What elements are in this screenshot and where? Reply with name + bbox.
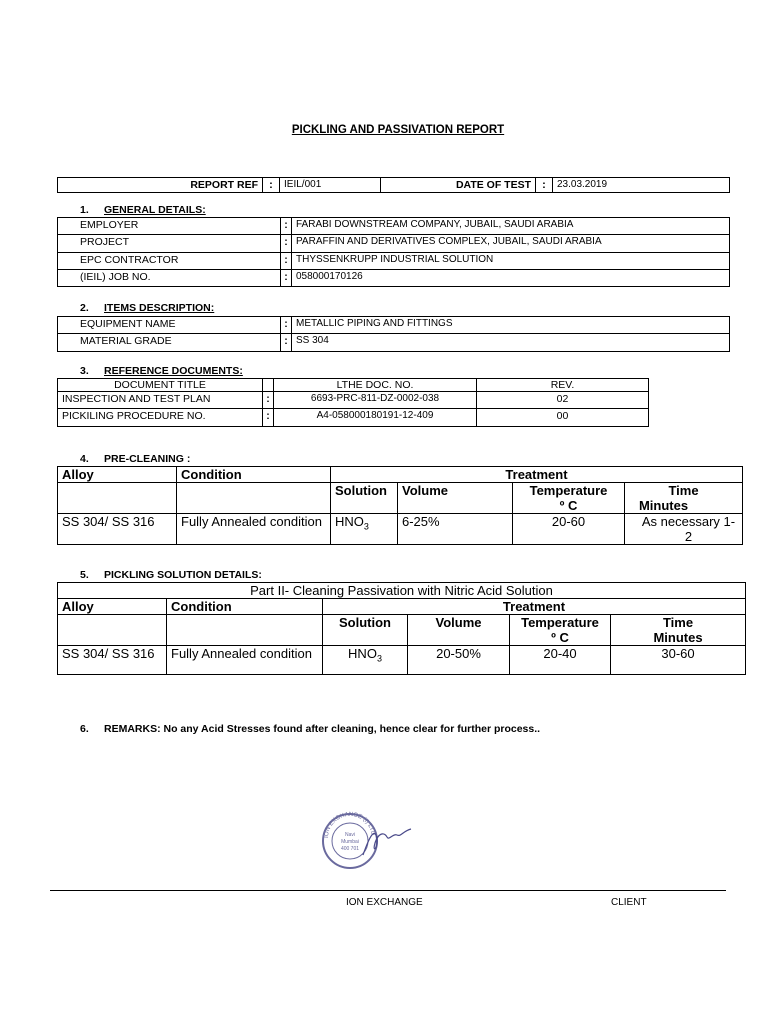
svg-text:Mumbai: Mumbai bbox=[341, 839, 359, 845]
col-header-temperature: Temperature º C bbox=[513, 483, 625, 514]
volume-cell: 6-25% bbox=[398, 514, 513, 545]
condition-cell: Fully Annealed condition bbox=[167, 646, 323, 675]
col-header-treatment: Treatment bbox=[331, 467, 743, 483]
alloy-cell: SS 304/ SS 316 bbox=[58, 646, 167, 675]
col-header-condition: Condition bbox=[177, 467, 331, 483]
col-header-document-title: DOCUMENT TITLE bbox=[58, 379, 263, 392]
empty-cell bbox=[167, 615, 323, 646]
col-header-treatment: Treatment bbox=[323, 599, 746, 615]
col-header-doc-no: LTHE DOC. NO. bbox=[274, 379, 477, 392]
temperature-cell: 20-40 bbox=[510, 646, 611, 675]
table-caption: Part II- Cleaning Passivation with Nitric Acid Solution bbox=[58, 583, 746, 599]
pickling-solution-table bbox=[57, 582, 746, 675]
col-header-rev: REV. bbox=[477, 379, 649, 392]
table-row bbox=[58, 270, 730, 287]
section-number: 2. bbox=[80, 302, 89, 314]
col-header-condition: Condition bbox=[167, 599, 323, 615]
table-row bbox=[58, 409, 649, 427]
volume-cell: 20-50% bbox=[408, 646, 510, 675]
solution-cell: $HNO_3$ bbox=[331, 514, 398, 545]
field-value: FARABI DOWNSTREAM COMPANY, JUBAIL, SAUDI ARABIA bbox=[292, 218, 730, 235]
time-cell: As necessary 1-2 bbox=[625, 514, 743, 545]
alloy-cell: SS 304/ SS 316 bbox=[58, 514, 177, 545]
table-row bbox=[58, 317, 730, 334]
signature-client: CLIENT bbox=[611, 897, 647, 908]
col-header-volume: Volume bbox=[408, 615, 510, 646]
doc-title-cell: PICKILING PROCEDURE NO. bbox=[58, 409, 263, 427]
date-of-test-label: DATE OF TEST bbox=[381, 178, 536, 193]
remarks bbox=[80, 723, 540, 735]
field-value: SS 304 bbox=[292, 334, 730, 352]
items-description-table bbox=[57, 316, 730, 352]
section-title: REFERENCE DOCUMENTS: bbox=[104, 365, 243, 377]
field-label: EMPLOYER bbox=[58, 218, 281, 235]
table-row bbox=[58, 235, 730, 253]
field-value: PARAFFIN AND DERIVATIVES COMPLEX, JUBAIL, SAUDI ARABIA bbox=[292, 235, 730, 253]
colon: : bbox=[263, 178, 280, 193]
colon: : bbox=[281, 253, 292, 270]
general-details-table bbox=[57, 217, 730, 287]
section-number: 3. bbox=[80, 365, 89, 377]
empty-cell bbox=[177, 483, 331, 514]
field-label: EPC CONTRACTOR bbox=[58, 253, 281, 270]
section-general-heading bbox=[80, 204, 206, 216]
col-header-solution: Solution bbox=[323, 615, 408, 646]
section-items-heading bbox=[80, 302, 214, 314]
remarks-text: REMARKS: No any Acid Stresses found after cleaning, hence clear for further process.. bbox=[104, 723, 541, 735]
section-number: 5. bbox=[80, 569, 89, 581]
report-ref-value: IEIL/001 bbox=[280, 178, 381, 193]
section-number: 4. bbox=[80, 453, 89, 465]
solution-cell: $HNO_3$ bbox=[323, 646, 408, 675]
report-title: PICKLING AND PASSIVATION REPORT bbox=[291, 124, 505, 136]
colon: : bbox=[536, 178, 553, 193]
svg-text:Navi: Navi bbox=[344, 832, 356, 838]
table-row bbox=[58, 392, 649, 409]
date-of-test-value: 23.03.2019 bbox=[553, 178, 730, 193]
colon: : bbox=[281, 235, 292, 253]
field-label: MATERIAL GRADE bbox=[58, 334, 281, 352]
rev-cell: 02 bbox=[477, 392, 649, 409]
table-row bbox=[58, 218, 730, 235]
col-header-volume: Volume bbox=[398, 483, 513, 514]
signature-line bbox=[50, 890, 726, 891]
field-value: METALLIC PIPING AND FITTINGS bbox=[292, 317, 730, 334]
field-label: (IEIL) JOB NO. bbox=[58, 270, 281, 287]
col-header-alloy: Alloy bbox=[58, 467, 177, 483]
section-refdocs-heading bbox=[80, 365, 243, 377]
doc-title-cell: INSPECTION AND TEST PLAN bbox=[58, 392, 263, 409]
table-row bbox=[58, 334, 730, 352]
section-title: GENERAL DETAILS: bbox=[104, 204, 206, 216]
colon: : bbox=[281, 334, 292, 352]
doc-no-cell: 6693-PRC-811-DZ-0002-038 bbox=[274, 392, 477, 409]
empty-cell bbox=[58, 483, 177, 514]
table-row bbox=[58, 253, 730, 270]
col-header-temperature: Temperature º C bbox=[510, 615, 611, 646]
col-header-time: Time Minutes bbox=[625, 483, 743, 514]
section-title: PRE-CLEANING : bbox=[104, 453, 191, 465]
section-title: ITEMS DESCRIPTION: bbox=[104, 302, 215, 314]
col-header-colon bbox=[263, 379, 274, 392]
rev-cell: 00 bbox=[477, 409, 649, 427]
doc-no-cell: A4-058000180191-12-409 bbox=[274, 409, 477, 427]
col-header-time: Time Minutes bbox=[611, 615, 746, 646]
section-precleaning-heading bbox=[80, 453, 190, 465]
company-stamp-signature bbox=[315, 805, 425, 871]
report-ref-table bbox=[57, 177, 730, 193]
section-pickling-heading bbox=[80, 569, 262, 581]
signature-ion-exchange: ION EXCHANGE bbox=[346, 897, 423, 908]
colon: : bbox=[263, 409, 274, 427]
empty-cell bbox=[58, 615, 167, 646]
report-ref-label: REPORT REF bbox=[58, 178, 263, 193]
field-label: PROJECT bbox=[58, 235, 281, 253]
time-cell: 30-60 bbox=[611, 646, 746, 675]
col-header-solution: Solution bbox=[331, 483, 398, 514]
colon: : bbox=[263, 392, 274, 409]
temperature-cell: 20-60 bbox=[513, 514, 625, 545]
section-number: 6. bbox=[80, 723, 89, 735]
section-title: PICKLING SOLUTION DETAILS: bbox=[104, 569, 262, 581]
col-header-alloy: Alloy bbox=[58, 599, 167, 615]
table-row bbox=[58, 646, 746, 675]
colon: : bbox=[281, 270, 292, 287]
table-row bbox=[58, 514, 743, 545]
field-value: THYSSENKRUPP INDUSTRIAL SOLUTION bbox=[292, 253, 730, 270]
pre-cleaning-table bbox=[57, 466, 743, 545]
reference-documents-table bbox=[57, 378, 649, 427]
colon: : bbox=[281, 218, 292, 235]
condition-cell: Fully Annealed condition bbox=[177, 514, 331, 545]
field-value: 058000170126 bbox=[292, 270, 730, 287]
colon: : bbox=[281, 317, 292, 334]
svg-text:ION EXCHANGE (I) LTD: ION EXCHANGE (I) LTD bbox=[323, 811, 376, 839]
svg-text:400 701: 400 701 bbox=[340, 846, 360, 852]
section-number: 1. bbox=[80, 204, 89, 216]
field-label: EQUIPMENT NAME bbox=[58, 317, 281, 334]
